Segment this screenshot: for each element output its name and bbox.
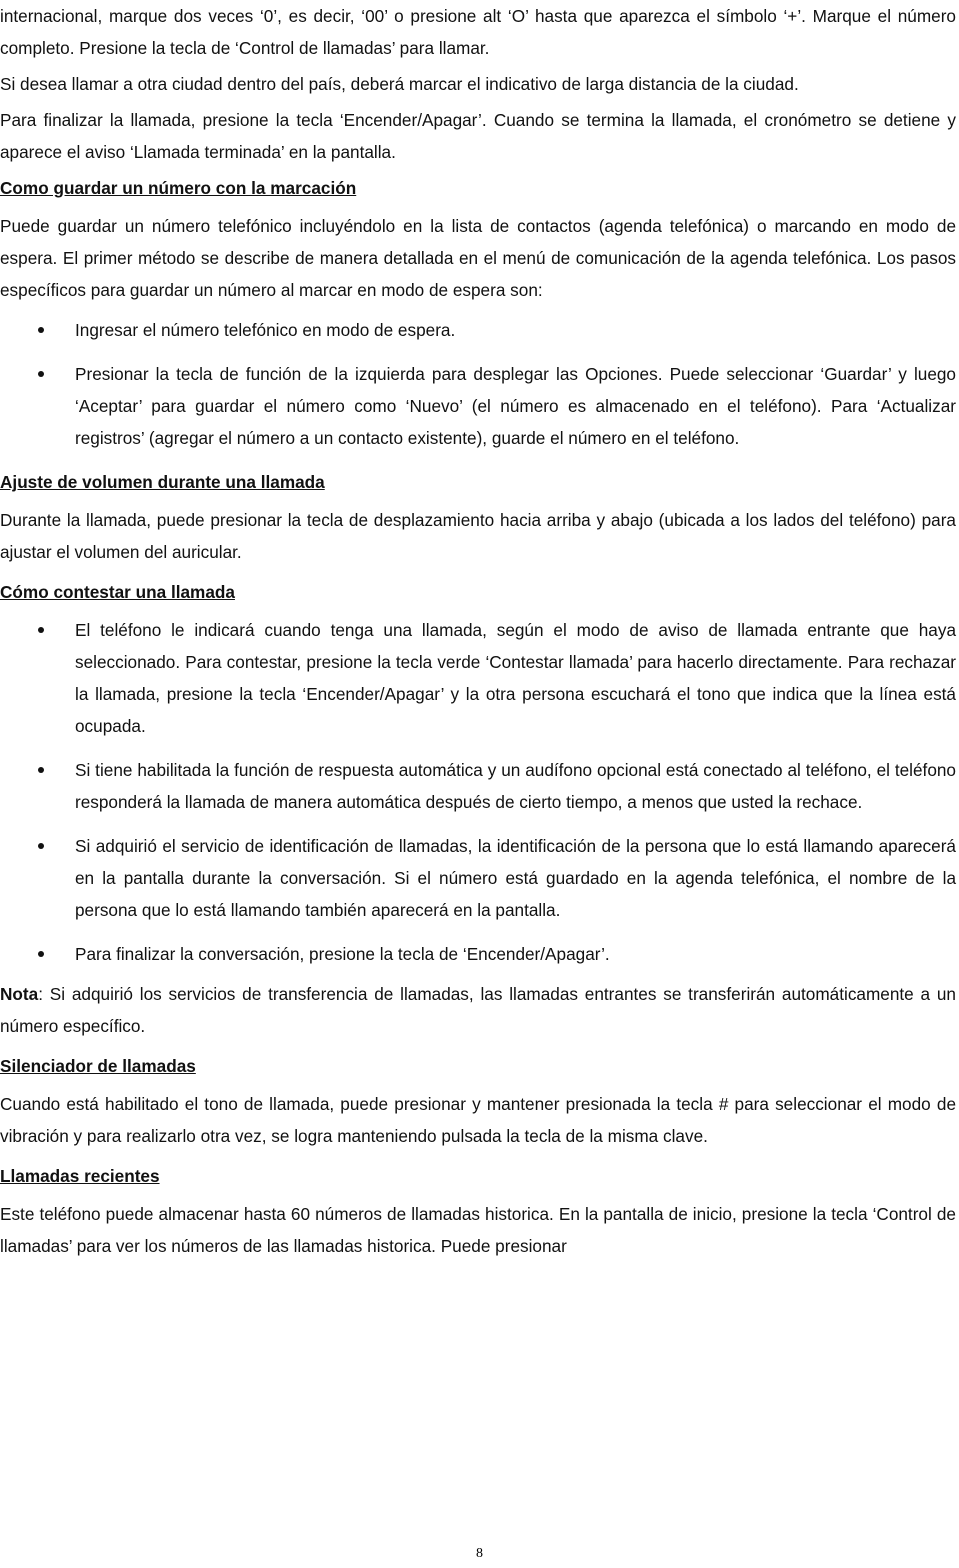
list-item-text: Si adquirió el servicio de identificación de llamadas, la identificación de la persona que lo está llamando aparecerá en la pantalla durante la conversación. Si el número está guardado en la agenda telefónica, el nombre de la persona que lo está llamando también aparecerá en la pantalla. bbox=[75, 836, 956, 920]
note-paragraph bbox=[0, 978, 956, 1042]
list-item-text: Presionar la tecla de función de la izquierda para desplegar las Opciones. Puede seleccionar ‘Guardar’ y luego ‘Aceptar’ para guardar el número como ‘Nuevo’ (el número es almacenado en el teléfono). Para ‘Actualizar registros’ (agregar el número a un contacto existente), guarde el número en el teléfono. bbox=[75, 364, 956, 448]
intro-paragraph-2: Si desea llamar a otra ciudad dentro del país, deberá marcar el indicativo de larga distancia de la ciudad. bbox=[0, 74, 799, 94]
page-number: 8 bbox=[476, 1546, 483, 1561]
silencer-body: Cuando está habilitado el tono de llamada, puede presionar y mantener presionada la tecla # para seleccionar el modo de vibración y para realizarlo otra vez, se logra manteniendo pulsada la tecla de la misma clave. bbox=[0, 1094, 956, 1146]
volume-body: Durante la llamada, puede presionar la tecla de desplazamiento hacia arriba y abajo (ubicada a los lados del teléfono) para ajustar el volumen del auricular. bbox=[0, 510, 956, 562]
bullet-icon bbox=[38, 371, 44, 377]
bullet-icon bbox=[38, 843, 44, 849]
answer-list bbox=[0, 614, 956, 970]
recent-calls-heading: Llamadas recientes bbox=[0, 1166, 160, 1186]
list-item-text: El teléfono le indicará cuando tenga una llamada, según el modo de aviso de llamada entrante que haya seleccionado. Para contestar, presione la tecla verde ‘Contestar llamada’ para hacerlo directamente. Para rechazar la llamada, presione la tecla ‘Encender/Apagar’ y la otra persona escuchará el tono que indica que la línea está ocupada. bbox=[75, 620, 956, 736]
list-item bbox=[0, 830, 956, 926]
note-text: : Si adquirió los servicios de transferencia de llamadas, las llamadas entrantes se transferirán automáticamente a un número específico. bbox=[0, 984, 956, 1036]
save-number-body: Puede guardar un número telefónico incluyéndolo en la lista de contactos (agenda telefónica) o marcando en modo de espera. El primer método se describe de manera detallada en el menú de comunicación de la agenda telefónica. Los pasos específicos para guardar un número al marcar en modo de espera son: bbox=[0, 216, 956, 300]
bullet-icon bbox=[38, 951, 44, 957]
intro-paragraph-1: internacional, marque dos veces ‘0’, es decir, ‘00’ o presione alt ‘O’ hasta que aparezca el símbolo ‘+’. Marque el número completo. Presione la tecla de ‘Control de llamadas’ para llamar. bbox=[0, 6, 956, 58]
bullet-icon bbox=[38, 327, 44, 333]
silencer-heading: Silenciador de llamadas bbox=[0, 1056, 196, 1076]
answer-heading: Cómo contestar una llamada bbox=[0, 582, 235, 602]
list-item bbox=[0, 614, 956, 742]
list-item-text: Si tiene habilitada la función de respuesta automática y un audífono opcional está conectado al teléfono, el teléfono responderá la llamada de manera automática después de cierto tiempo, a menos que usted la rechace. bbox=[75, 760, 956, 812]
list-item-text: Ingresar el número telefónico en modo de espera. bbox=[75, 320, 456, 340]
save-number-heading: Como guardar un número con la marcación bbox=[0, 178, 357, 198]
intro-paragraph-3: Para finalizar la llamada, presione la tecla ‘Encender/Apagar’. Cuando se termina la llamada, el cronómetro se detiene y aparece el aviso ‘Llamada terminada’ en la pantalla. bbox=[0, 110, 956, 162]
recent-calls-body: Este teléfono puede almacenar hasta 60 números de llamadas historica. En la pantalla de inicio, presione la tecla ‘Control de llamadas’ para ver los números de las llamadas historica. Puede presionar bbox=[0, 1204, 956, 1256]
volume-heading: Ajuste de volumen durante una llamada bbox=[0, 472, 325, 492]
list-item bbox=[0, 314, 956, 346]
note-label: Nota bbox=[0, 984, 39, 1004]
bullet-icon bbox=[38, 767, 44, 773]
list-item bbox=[0, 754, 956, 818]
list-item-text: Para finalizar la conversación, presione la tecla de ‘Encender/Apagar’. bbox=[75, 944, 610, 964]
bullet-icon bbox=[38, 627, 44, 633]
save-number-list bbox=[0, 314, 956, 454]
list-item bbox=[0, 938, 956, 970]
list-item bbox=[0, 358, 956, 454]
